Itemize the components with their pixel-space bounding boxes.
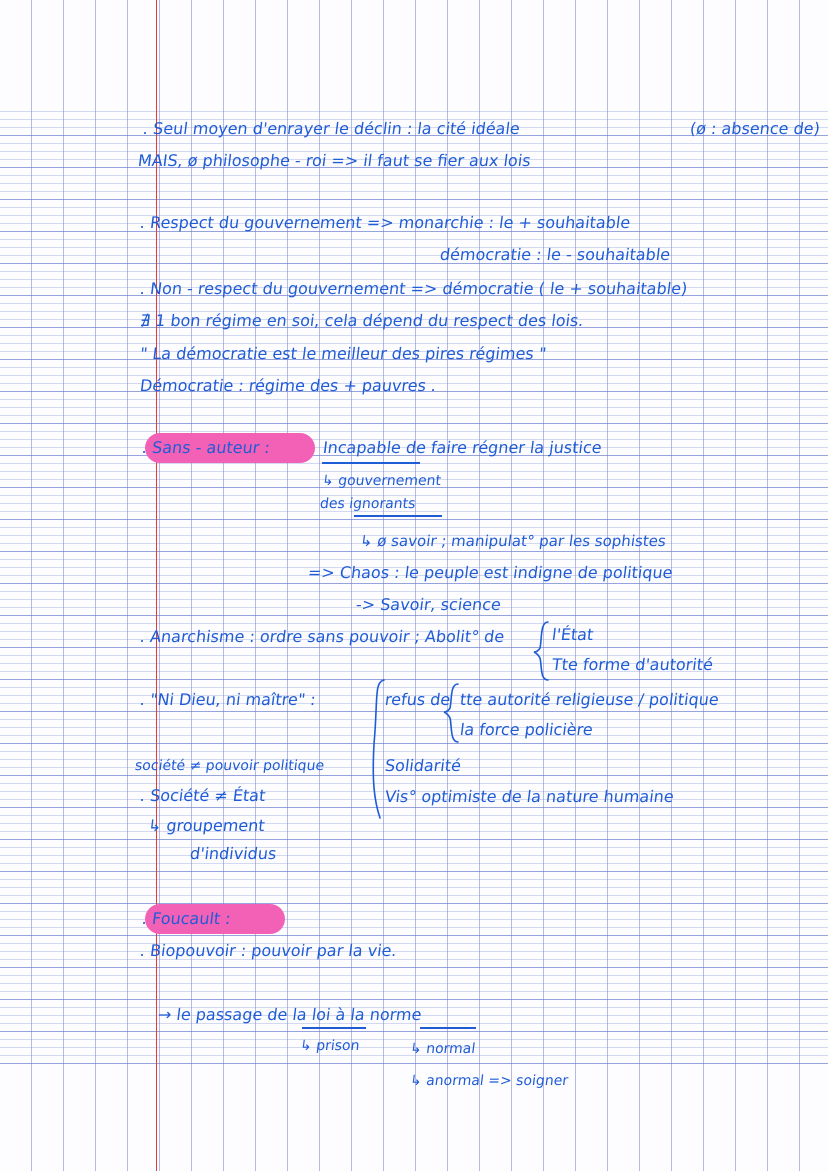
point-incapable: Incapable de faire régner la justice <box>321 438 603 457</box>
point-chaos: => Chaos : le peuple est indigne de politique <box>306 563 674 582</box>
respect-line-5: " La démocratie est le meilleur des pires régimes " <box>138 344 548 363</box>
refus-autorite: tte autorité religieuse / politique <box>458 690 720 709</box>
vision-optimiste: Vis° optimiste de la nature humaine <box>383 787 675 806</box>
respect-line-2: démocratie : le - souhaitable <box>438 245 672 264</box>
sub-ignorants: des ignorants <box>319 496 417 512</box>
section-heading-sans-auteur: . Sans - auteur : <box>140 438 272 457</box>
sub-gouvernement: ↳ gouvernement <box>321 473 442 489</box>
section-heading-foucault: . Foucault : <box>140 909 232 928</box>
refus-force: la force policière <box>458 720 594 739</box>
respect-line-1: . Respect du gouvernement => monarchie : le + souhaitable <box>138 213 632 232</box>
biopouvoir-line: . Biopouvoir : pouvoir par la vie. <box>138 941 398 960</box>
anarchisme-etat: l'État <box>550 625 595 644</box>
sub-anormal: ↳ anormal => soigner <box>409 1073 570 1089</box>
sub-prison: ↳ prison <box>299 1038 361 1054</box>
solidarite: Solidarité <box>383 756 463 775</box>
respect-line-4: ∄ 1 bon régime en soi, cela dépend du respect des lois. <box>138 311 585 330</box>
sub-normal: ↳ normal <box>409 1041 477 1057</box>
sub-savoir: ↳ ø savoir ; manipulat° par les sophistes <box>358 532 667 550</box>
absence-note: (ø : absence de) <box>688 119 822 138</box>
anarchisme-autorite: Tte forme d'autorité <box>550 655 715 674</box>
individus: d'individus <box>188 844 278 863</box>
brace-anarchisme <box>534 622 548 680</box>
brace-ni-dieu <box>373 680 384 818</box>
anarchisme-line: . Anarchisme : ordre sans pouvoir ; Abolit° de <box>138 627 506 646</box>
respect-line-6: Démocratie : régime des + pauvres . <box>138 376 438 395</box>
quote-ni-dieu: . "Ni Dieu, ni maître" : <box>138 690 317 709</box>
groupement: ↳ groupement <box>146 816 266 835</box>
intro-line-1: . Seul moyen d'enrayer le déclin : la cité idéale <box>141 119 521 138</box>
societe-pouvoir: société ≠ pouvoir politique <box>134 758 326 774</box>
brace-refus <box>444 684 458 742</box>
societe-etat: . Société ≠ État <box>138 786 267 805</box>
passage-line: → le passage de la loi à la norme <box>156 1005 423 1024</box>
intro-line-2: MAIS, ø philosophe - roi => il faut se fier aux lois <box>136 151 532 170</box>
respect-line-3: . Non - respect du gouvernement => démocratie ( le + souhaitable) <box>138 279 689 298</box>
refus-label: refus de <box>383 690 452 709</box>
chaos-sub: -> Savoir, science <box>354 595 503 614</box>
